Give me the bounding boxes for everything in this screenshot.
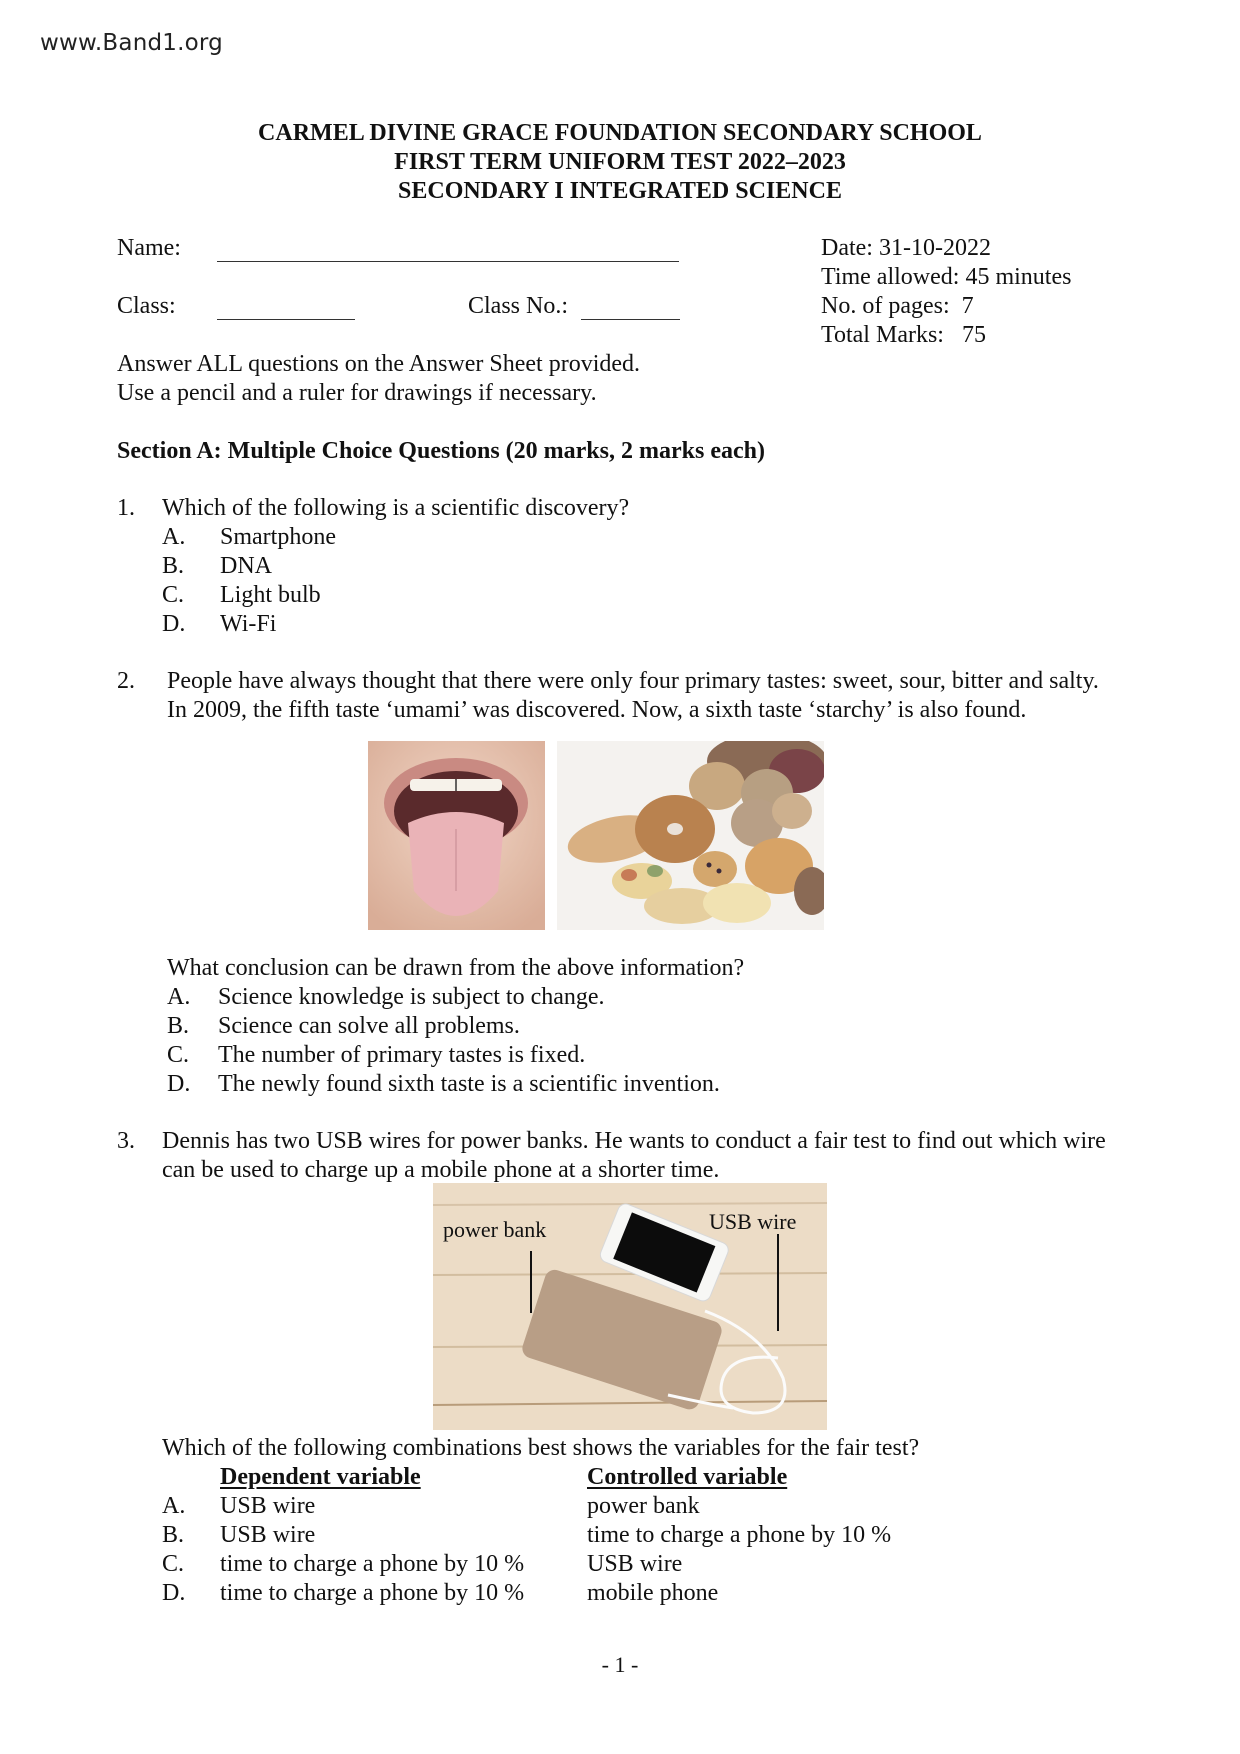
question-stem: In 2009, the fifth taste ‘umami’ was discovered. Now, a sixth taste ‘starchy’ is also found. — [167, 697, 1027, 723]
page-count: No. of pages: 7 — [821, 293, 974, 319]
table-header-dependent — [220, 1463, 421, 1492]
total-marks: Total Marks: 75 — [821, 322, 986, 348]
dependent-cell: time to charge a phone by 10 % — [220, 1551, 525, 1577]
question-stem: can be used to charge up a mobile phone at a shorter time. — [162, 1157, 720, 1183]
question-prompt: What conclusion can be drawn from the above information? — [167, 955, 745, 981]
section-a-heading: Section A: Multiple Choice Questions (20 marks, 2 marks each) — [117, 438, 765, 464]
option-letter: B. — [162, 1522, 185, 1548]
option-text: Light bulb — [220, 582, 321, 608]
option-letter: C. — [162, 582, 185, 608]
table-header-controlled — [587, 1463, 787, 1492]
controlled-variable-header: Controlled variable — [587, 1464, 788, 1490]
option-text: Science can solve all problems. — [218, 1013, 520, 1039]
dependent-variable-header: Dependent variable — [220, 1464, 421, 1490]
starchy-foods-photo — [557, 741, 824, 930]
controlled-cell: power bank — [587, 1493, 700, 1519]
option-text: Science knowledge is subject to change. — [218, 984, 605, 1010]
option-letter: C. — [162, 1551, 185, 1577]
option-c[interactable] — [162, 581, 321, 610]
question-number: 3. — [117, 1128, 135, 1154]
option-letter: D. — [167, 1071, 191, 1097]
option-text: Smartphone — [220, 524, 336, 550]
power-bank-label: power bank — [443, 1217, 547, 1242]
controlled-cell: USB wire — [587, 1551, 683, 1577]
subject-title: SECONDARY I INTEGRATED SCIENCE — [398, 178, 842, 204]
instruction-line: Use a pencil and a ruler for drawings if necessary. — [117, 380, 597, 406]
name-label: Name: — [117, 235, 181, 261]
instruction-line: Answer ALL questions on the Answer Sheet provided. — [117, 351, 641, 377]
name-blank[interactable] — [217, 236, 679, 262]
option-a[interactable] — [162, 523, 336, 552]
option-d[interactable] — [162, 610, 276, 639]
option-letter: C. — [167, 1042, 190, 1068]
class-label: Class: — [117, 293, 176, 319]
question-number: 2. — [117, 668, 135, 694]
question-prompt: Which of the following combinations best shows the variables for the fair test? — [162, 1435, 920, 1461]
question-stem: Which of the following is a scientific discovery? — [162, 495, 630, 521]
school-name: CARMEL DIVINE GRACE FOUNDATION SECONDARY SCHOOL — [258, 120, 982, 146]
dependent-cell: USB wire — [220, 1493, 316, 1519]
option-letter: B. — [167, 1013, 190, 1039]
exam-date: Date: 31-10-2022 — [821, 235, 991, 261]
option-b[interactable] — [167, 1012, 520, 1041]
watermark-link: www.Band1.org — [40, 30, 223, 56]
option-letter: A. — [162, 1493, 186, 1519]
question-stem: Dennis has two USB wires for power banks. He wants to conduct a fair test to find out which wire — [162, 1128, 1106, 1154]
option-letter: B. — [162, 553, 185, 579]
time-allowed: Time allowed: 45 minutes — [821, 264, 1072, 290]
controlled-cell: time to charge a phone by 10 % — [587, 1522, 892, 1548]
option-b[interactable] — [162, 552, 272, 581]
question-stem: People have always thought that there were only four primary tastes: sweet, sour, bitter and salty. — [167, 668, 1099, 694]
option-c[interactable] — [167, 1041, 585, 1070]
option-text: The newly found sixth taste is a scientific invention. — [218, 1071, 720, 1097]
option-letter: D. — [162, 611, 186, 637]
page-number: - 1 - — [601, 1652, 639, 1677]
option-text: The number of primary tastes is fixed. — [218, 1042, 586, 1068]
question-number: 1. — [117, 495, 135, 521]
tongue-photo — [368, 741, 545, 930]
option-text: DNA — [220, 553, 272, 579]
dependent-cell: USB wire — [220, 1522, 316, 1548]
option-letter: A. — [167, 984, 191, 1010]
option-letter: A. — [162, 524, 186, 550]
dependent-cell: time to charge a phone by 10 % — [220, 1580, 525, 1606]
option-text: Wi-Fi — [220, 611, 277, 637]
option-d[interactable] — [167, 1070, 720, 1099]
exam-title: FIRST TERM UNIFORM TEST 2022–2023 — [394, 149, 846, 175]
class-no-label: Class No.: — [468, 293, 569, 319]
controlled-cell: mobile phone — [587, 1580, 719, 1606]
tongue-illustration-icon — [368, 741, 545, 930]
class-blank[interactable] — [217, 294, 355, 320]
bread-potato-illustration-icon — [557, 741, 824, 930]
option-a[interactable] — [167, 983, 605, 1012]
power-bank-photo — [433, 1183, 827, 1430]
usb-wire-label: USB wire — [709, 1209, 797, 1234]
class-no-blank[interactable] — [581, 294, 680, 320]
option-letter: D. — [162, 1580, 186, 1606]
